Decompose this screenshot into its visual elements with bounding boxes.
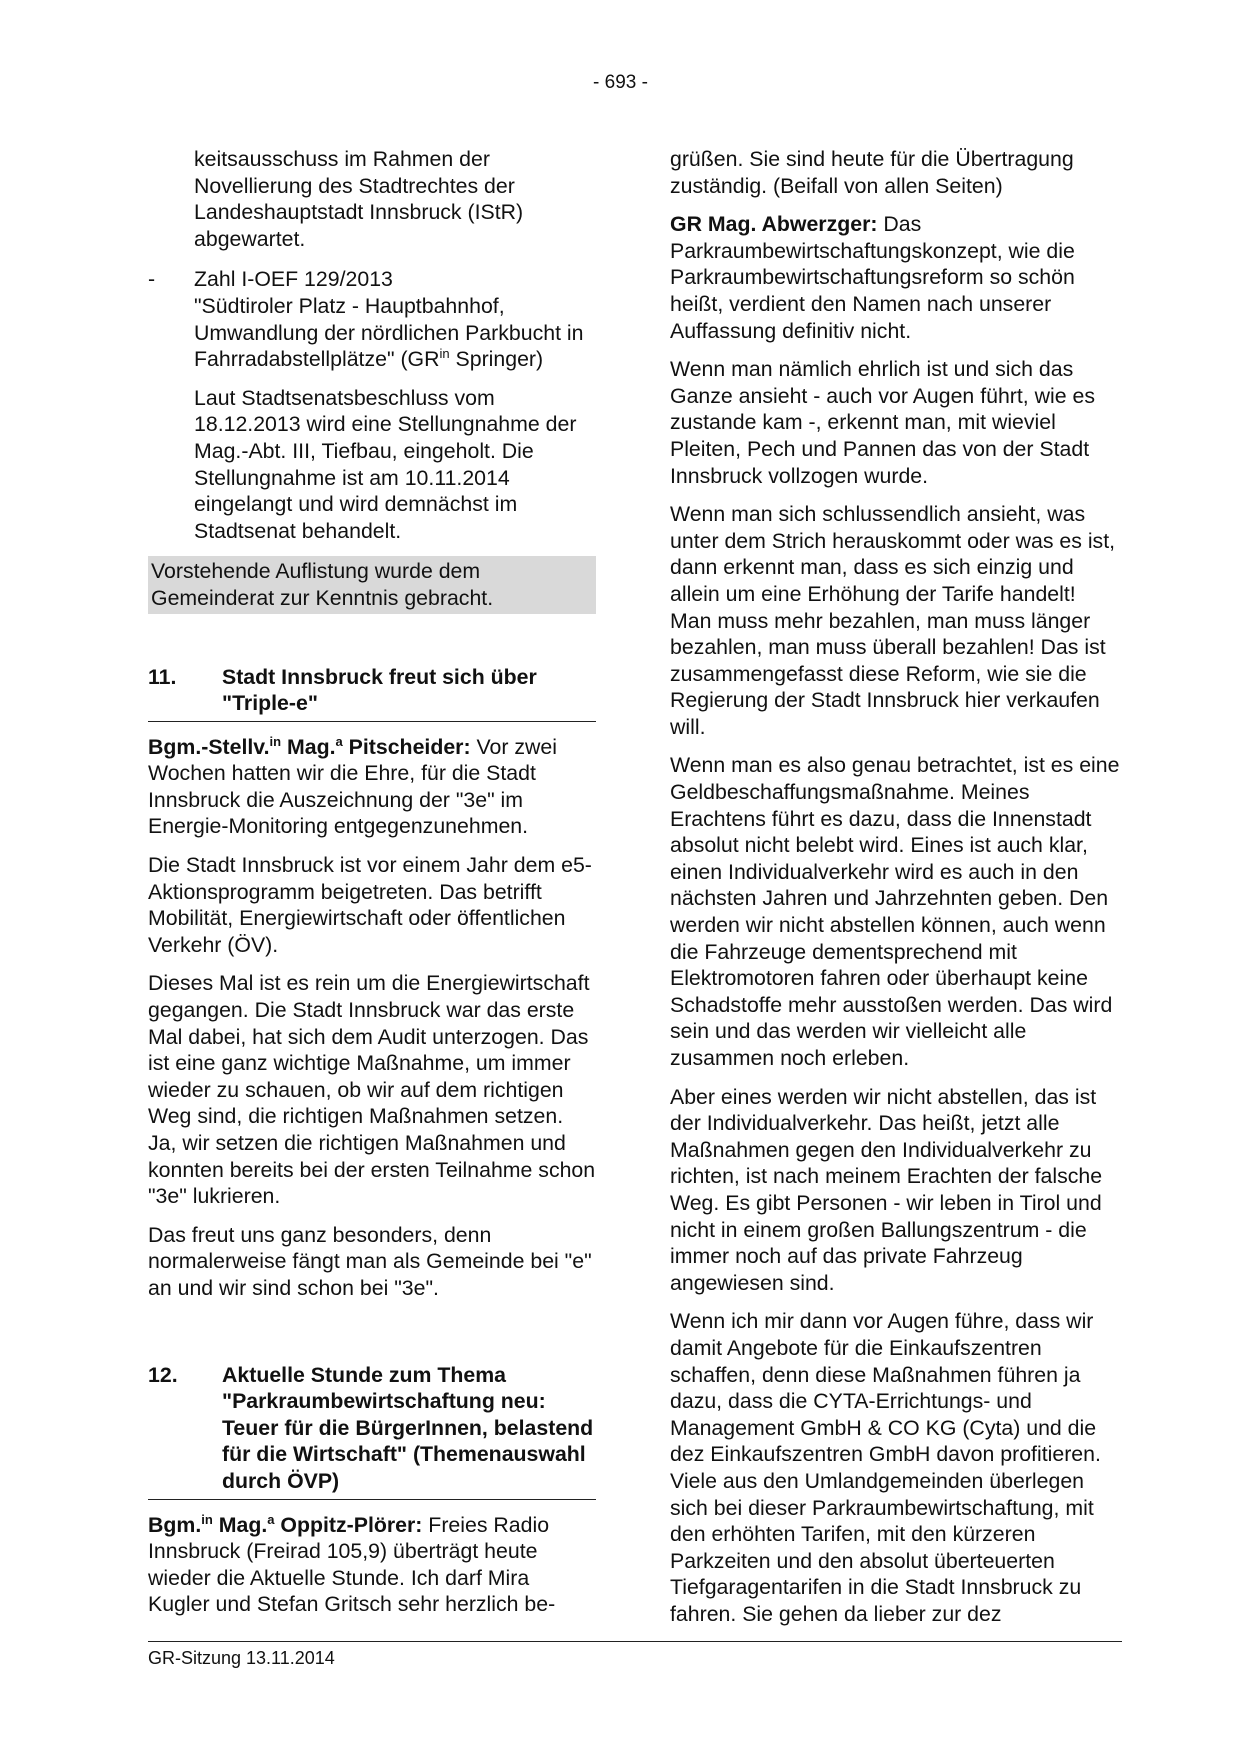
- left-column: [148, 146, 596, 1630]
- right-p1-text: Das Parkraumbewirtschaftungskonzept, wie die Parkraumbewirtschaftungsreform so schön heißt, verdient den Namen nach unserer Auffassung definitiv nicht.: [670, 212, 1075, 343]
- right-paragraph-0: grüßen. Sie sind heute für die Übertragung zuständig. (Beifall von allen Seiten): [670, 147, 1074, 198]
- item-title-sup: in: [439, 346, 450, 362]
- list-item: [148, 266, 596, 544]
- section-12-p1-text: Freies Radio Innsbruck (Freirad 105,9) überträgt heute wieder die Aktuelle Stunde. Ich darf Mira Kugler und Stefan Gritsch sehr herzlich be-: [148, 1512, 556, 1617]
- speaker-oppitz-ploerer: Bgm.$^{in}$ Mag.$^a$ Oppitz-Plörer:: [148, 1511, 423, 1537]
- right-paragraph-1: [670, 211, 1122, 344]
- section-11-paragraph-1: [148, 734, 596, 840]
- section-11-title: Stadt Innsbruck freut sich über "Triple-e": [222, 664, 537, 716]
- item-heading: [194, 266, 596, 372]
- section-12-heading: [148, 1362, 596, 1500]
- list-dash: -: [148, 267, 156, 292]
- right-paragraph-5: Aber eines werden wir nicht abstellen, das ist der Individualverkehr. Das heißt, jetzt alle Maßnahmen gegen den Individualverkehr zu richten, ist nach meinem Erachten der falsche Weg. Es gibt Personen - wir leben in Tirol und nicht in einem großen Ballungszentrum - die immer noch auf das private Fahrzeug angewiesen sind.: [670, 1084, 1103, 1295]
- page-number: - 693 -: [593, 72, 648, 93]
- section-11-paragraph-3: Dieses Mal ist es rein um die Energiewirtschaft gegangen. Die Stadt Innsbruck war das erste Mal dabei, hat sich dem Audit unterzogen. Das ist eine ganz wichtige Maßnahme, um immer wieder zu schauen, ob wir auf dem richtigen Weg sind, die richtigen Maßnahmen setzen. Ja, wir setzen die richtigen Maßnahmen und konnten bereits bei der ersten Teilnahme schon "3e" lukrieren.: [148, 971, 596, 1209]
- section-11-paragraph-4: Das freut uns ganz besonders, denn normalerweise fängt man als Gemeinde bei "e" an und wir sind schon bei "3e".: [148, 1222, 592, 1300]
- item-text: Laut Stadtsenatsbeschluss vom 18.12.2013 wird eine Stellungnahme der Mag.-Abt. III, Tiefbau, eingeholt. Die Stellungnahme ist am 10.11.2014 eingelangt und wird demnächst im Stadtsenat behandelt.: [194, 385, 577, 543]
- item-number: Zahl I-OEF 129/2013: [194, 267, 393, 292]
- right-paragraph-6: Wenn ich mir dann vor Augen führe, dass wir damit Angebote für die Einkaufszentren schaffen, denn diese Maßnahmen führen ja dazu, dass die CYTA-Errichtungs- und Management GmbH & CO KG (Cyta) und die dez Einkaufszentren GmbH davon profitieren. Viele aus den Umlandgemeinden überlegen sich bei dieser Parkraumbewirtschaftung, mit den erhöhten Tarifen, mit den kürzeren Parkzeiten und den absolut überteuerten Tiefgaragentarifen in die Stadt Innsbruck zu fahren. Sie gehen da lieber zur dez: [670, 1309, 1101, 1626]
- speaker-abwerzger: GR Mag. Abwerzger:: [670, 212, 878, 237]
- section-12-number: 12.: [148, 1362, 178, 1387]
- section-12-paragraph-1: [148, 1512, 596, 1618]
- right-paragraph-3: Wenn man sich schlussendlich ansieht, was unter dem Strich herauskommt oder was es ist, dann erkennt man, dass es sich einzig und allein um eine Erhöhung der Tarife handelt! Man muss mehr bezahlen, man muss länger bezahlen, man muss überall bezahlen! Das ist zusammengefasst diese Reform, wie sie die Regierung der Stadt Innsbruck hier verkaufen will.: [670, 502, 1116, 739]
- speaker-pitscheider: Bgm.-Stellv.$^{in}$ Mag.$^a$ Pitscheider:: [148, 733, 471, 759]
- section-12-title: Aktuelle Stunde zum Thema "Parkraumbewirtschaftung neu: Teuer für die BürgerInnen, belastend für die Wirtschaft" (Themenauswahl durch ÖVP): [222, 1362, 594, 1493]
- right-column: [670, 146, 1122, 1639]
- section-11-heading: [148, 664, 596, 722]
- footer-session: GR-Sitzung 13.11.2014: [148, 1648, 335, 1668]
- notice-box: Vorstehende Auflistung wurde dem Gemeinderat zur Kenntnis gebracht.: [148, 556, 596, 613]
- section-11-number: 11.: [148, 664, 177, 689]
- footer-divider: [148, 1641, 1122, 1642]
- section-11-p1-text: Vor zwei Wochen hatten wir die Ehre, für die Stadt Innsbruck die Auszeichnung der "3e" im Energie-Monitoring entgegenzunehmen.: [148, 734, 557, 839]
- item-title: "Südtiroler Platz - Hauptbahnhof, Umwandlung der nördlichen Parkbucht in Fahrradabstellplätze" (GR: [194, 293, 584, 372]
- right-paragraph-4: Wenn man es also genau betrachtet, ist es eine Geldbeschaffungsmaßnahme. Meines Erachtens führt es dazu, dass die Innenstadt absolut nicht belebt wird. Eines ist auch klar, einen Individualverkehr wird es auch in den nächsten Jahren und Jahrzehnten geben. Den werden wir nicht abstellen können, auch wenn die Fahrzeuge dementsprechend mit Elektromotoren fahren oder überhaupt keine Schadstoffe mehr ausstoßen werden. Das wird sein und das werden wir vielleicht alle zusammen noch erleben.: [670, 753, 1120, 1070]
- section-11-paragraph-2: Die Stadt Innsbruck ist vor einem Jahr dem e5-Aktionsprogramm beigetreten. Das betrifft Mobilität, Energiewirtschaft oder öffentlichen Verkehr (ÖV).: [148, 853, 592, 957]
- right-paragraph-2: Wenn man nämlich ehrlich ist und sich das Ganze ansieht - auch vor Augen führt, wie es zustande kam -, erkennt man, mit wieviel Pleiten, Pech und Pannen das von der Stadt Innsbruck vollzogen wurde.: [670, 357, 1096, 488]
- item-title-end: Springer): [449, 347, 544, 372]
- intro-continuation: keitsausschuss im Rahmen der Novellierung des Stadtrechtes der Landeshauptstadt Innsbruck (IStR) abgewartet.: [194, 147, 524, 251]
